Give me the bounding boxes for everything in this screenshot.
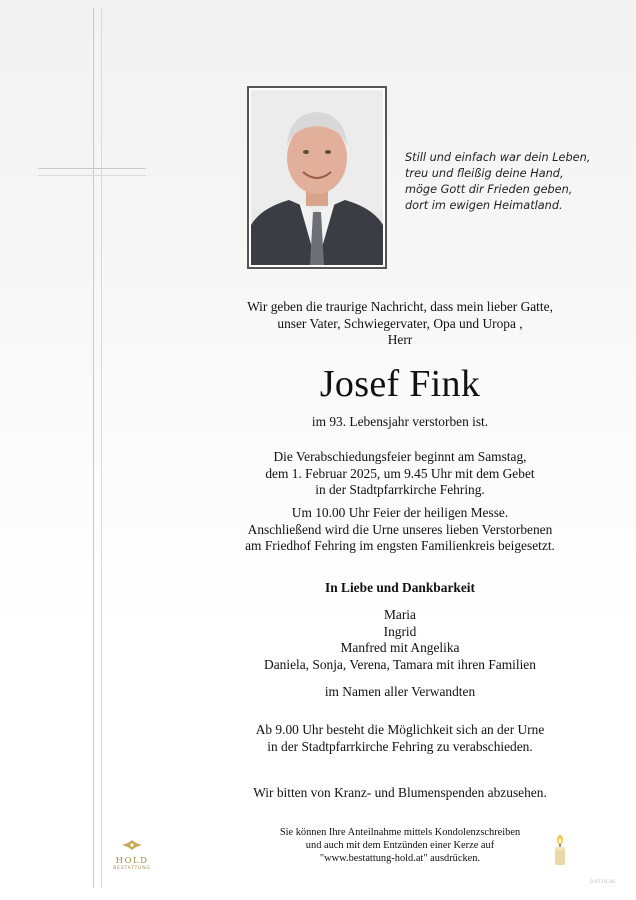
flowers-note <box>190 785 610 802</box>
relatives-text: im Namen aller Verwandten <box>324 684 476 699</box>
deceased-name: Josef Fink <box>319 363 481 405</box>
relatives-line <box>190 684 610 701</box>
mourner-name: Manfred mit Angelika <box>340 640 460 656</box>
portrait-photo <box>251 90 383 265</box>
mass-line: am Friedhof Fehring im engsten Familienkreis beigesetzt. <box>245 538 555 554</box>
intro-line: Wir geben die traurige Nachricht, dass mein lieber Gatte, <box>247 299 553 314</box>
poem <box>405 150 605 214</box>
farewell-line: Ab 9.00 Uhr besteht die Möglichkeit sich an der Urne <box>255 722 545 737</box>
intro-line: Herr <box>387 332 413 348</box>
condolence-line: und auch mit dem Entzünden einer Kerze auf <box>305 840 495 851</box>
ceremony-line: dem 1. Februar 2025, um 9.45 Uhr mit dem Gebet <box>265 465 535 481</box>
poem-line: treu und fleißig deine Hand, <box>405 167 564 180</box>
mourners-heading-text: In Liebe und Dankbarkeit <box>325 580 475 595</box>
footer-code: D 07.01.06 <box>590 880 615 885</box>
intro-line: unser Vater, Schwiegervater, Opa und Uropa , <box>277 315 523 331</box>
cross-icon-bar <box>38 168 146 176</box>
age-line <box>190 414 610 431</box>
farewell-text <box>190 722 610 755</box>
ceremony-line: in der Stadtpfarrkirche Fehring. <box>315 482 485 498</box>
candle-icon <box>552 834 568 866</box>
cross-icon <box>93 8 103 888</box>
intro-text <box>190 299 610 349</box>
mass-line: Um 10.00 Uhr Feier der heiligen Messe. <box>291 505 509 520</box>
mourners-heading <box>190 580 610 597</box>
logo-sub: BESTATTUNG <box>113 866 151 871</box>
poem-line: Still und einfach war dein Leben, <box>405 151 591 164</box>
age-text: im 93. Lebensjahr verstorben ist. <box>311 414 489 429</box>
condolence-line: Sie können Ihre Anteilnahme mittels Kondolenzschreiben <box>279 827 521 838</box>
mourner-name: Maria <box>384 607 416 622</box>
portrait-photo-frame <box>247 86 387 269</box>
farewell-line: in der Stadtpfarrkirche Fehring zu verabschieden. <box>267 738 533 754</box>
condolence-text <box>190 826 610 865</box>
hold-logo-icon <box>110 838 154 872</box>
ceremony-text <box>190 449 610 499</box>
mourners-list <box>190 607 610 673</box>
mourner-name: Ingrid <box>383 623 417 639</box>
flowers-note-text: Wir bitten von Kranz- und Blumenspenden abzusehen. <box>253 785 547 800</box>
ornament-icon <box>121 839 143 851</box>
mourner-name: Daniela, Sonja, Verena, Tamara mit ihren Familien <box>264 656 536 672</box>
mass-line: Anschließend wird die Urne unseres lieben Verstorbenen <box>247 521 553 537</box>
mass-text <box>190 505 610 555</box>
poem-line: möge Gott dir Frieden geben, <box>405 183 573 196</box>
condolence-line: "www.bestattung-hold.at" ausdrücken. <box>319 853 481 864</box>
poem-line: dort im ewigen Heimatland. <box>405 199 563 212</box>
ceremony-line: Die Verabschiedungsfeier beginnt am Samstag, <box>273 449 527 464</box>
logo-word: HOLD <box>115 856 149 866</box>
